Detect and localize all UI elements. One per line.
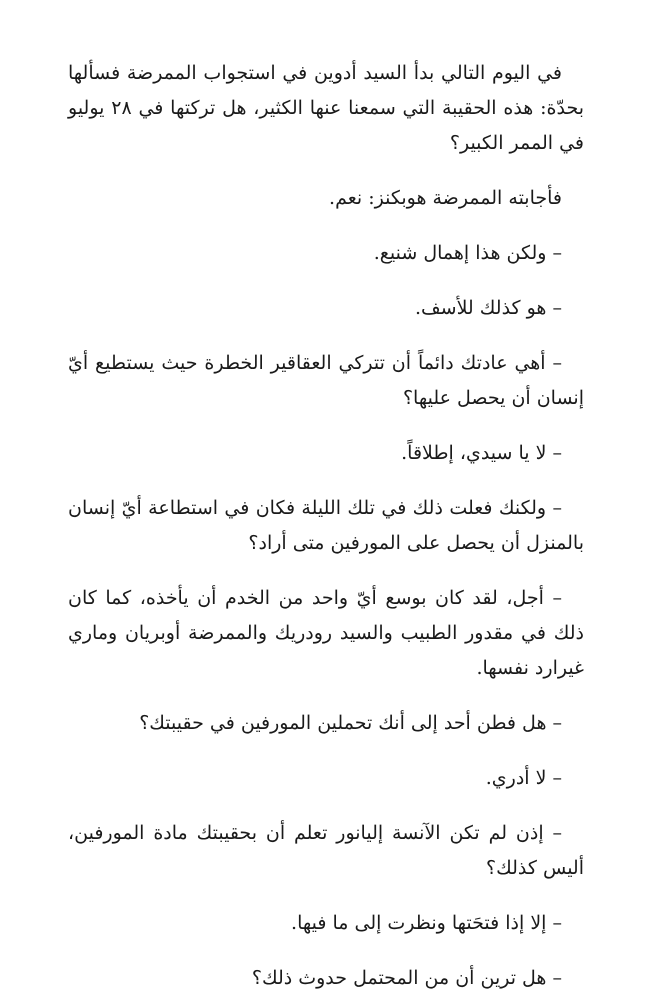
paragraph-dialogue: – لا أدري.: [485, 767, 562, 789]
paragraph-dialogue: – أهي عادتك دائماً أن تتركي العقاقير الخطرة حيث يستطيع أيّ إنسان أن يحصل عليها؟: [68, 352, 584, 409]
paragraph-dialogue: – أجل، لقد كان بوسع أيّ واحد من الخدم أن يأخذه، كما كان ذلك في مقدور الطبيب والسيد رودريك والممرضة أوبريان وماري غيرارد نفسها.: [68, 587, 584, 679]
book-page: [68, 56, 584, 996]
paragraph-dialogue: – إذن لم تكن الآنسة إليانور تعلم أن بحقيبتك مادة المورفين، أليس كذلك؟: [68, 822, 584, 879]
paragraph-dialogue: – لا يا سيدي، إطلاقاً.: [401, 442, 562, 464]
paragraph-dialogue: – هل ترين أن من المحتمل حدوث ذلك؟: [251, 967, 562, 989]
paragraph-dialogue: – إلا إذا فتحَتها ونظرت إلى ما فيها.: [291, 912, 562, 934]
paragraph-intro: في اليوم التالي بدأ السيد أدوين في استجواب الممرضة فسألها بحدّة: هذه الحقيبة التي سمعنا عنها الكثير، هل تركتها في ٢٨ يوليو في الممر الكبير؟: [68, 62, 584, 154]
paragraph-dialogue: – هل فطن أحد إلى أنك تحملين المورفين في حقيبتك؟: [139, 712, 562, 734]
paragraph-dialogue: فأجابته الممرضة هوبكنز: نعم.: [329, 187, 562, 209]
paragraph-dialogue: – ولكن هذا إهمال شنيع.: [373, 242, 562, 264]
paragraph-dialogue: – هو كذلك للأسف.: [414, 297, 562, 319]
paragraph-dialogue: – ولكنك فعلت ذلك في تلك الليلة فكان في استطاعة أيّ إنسان بالمنزل أن يحصل على المورفين متى أراد؟: [68, 497, 584, 554]
